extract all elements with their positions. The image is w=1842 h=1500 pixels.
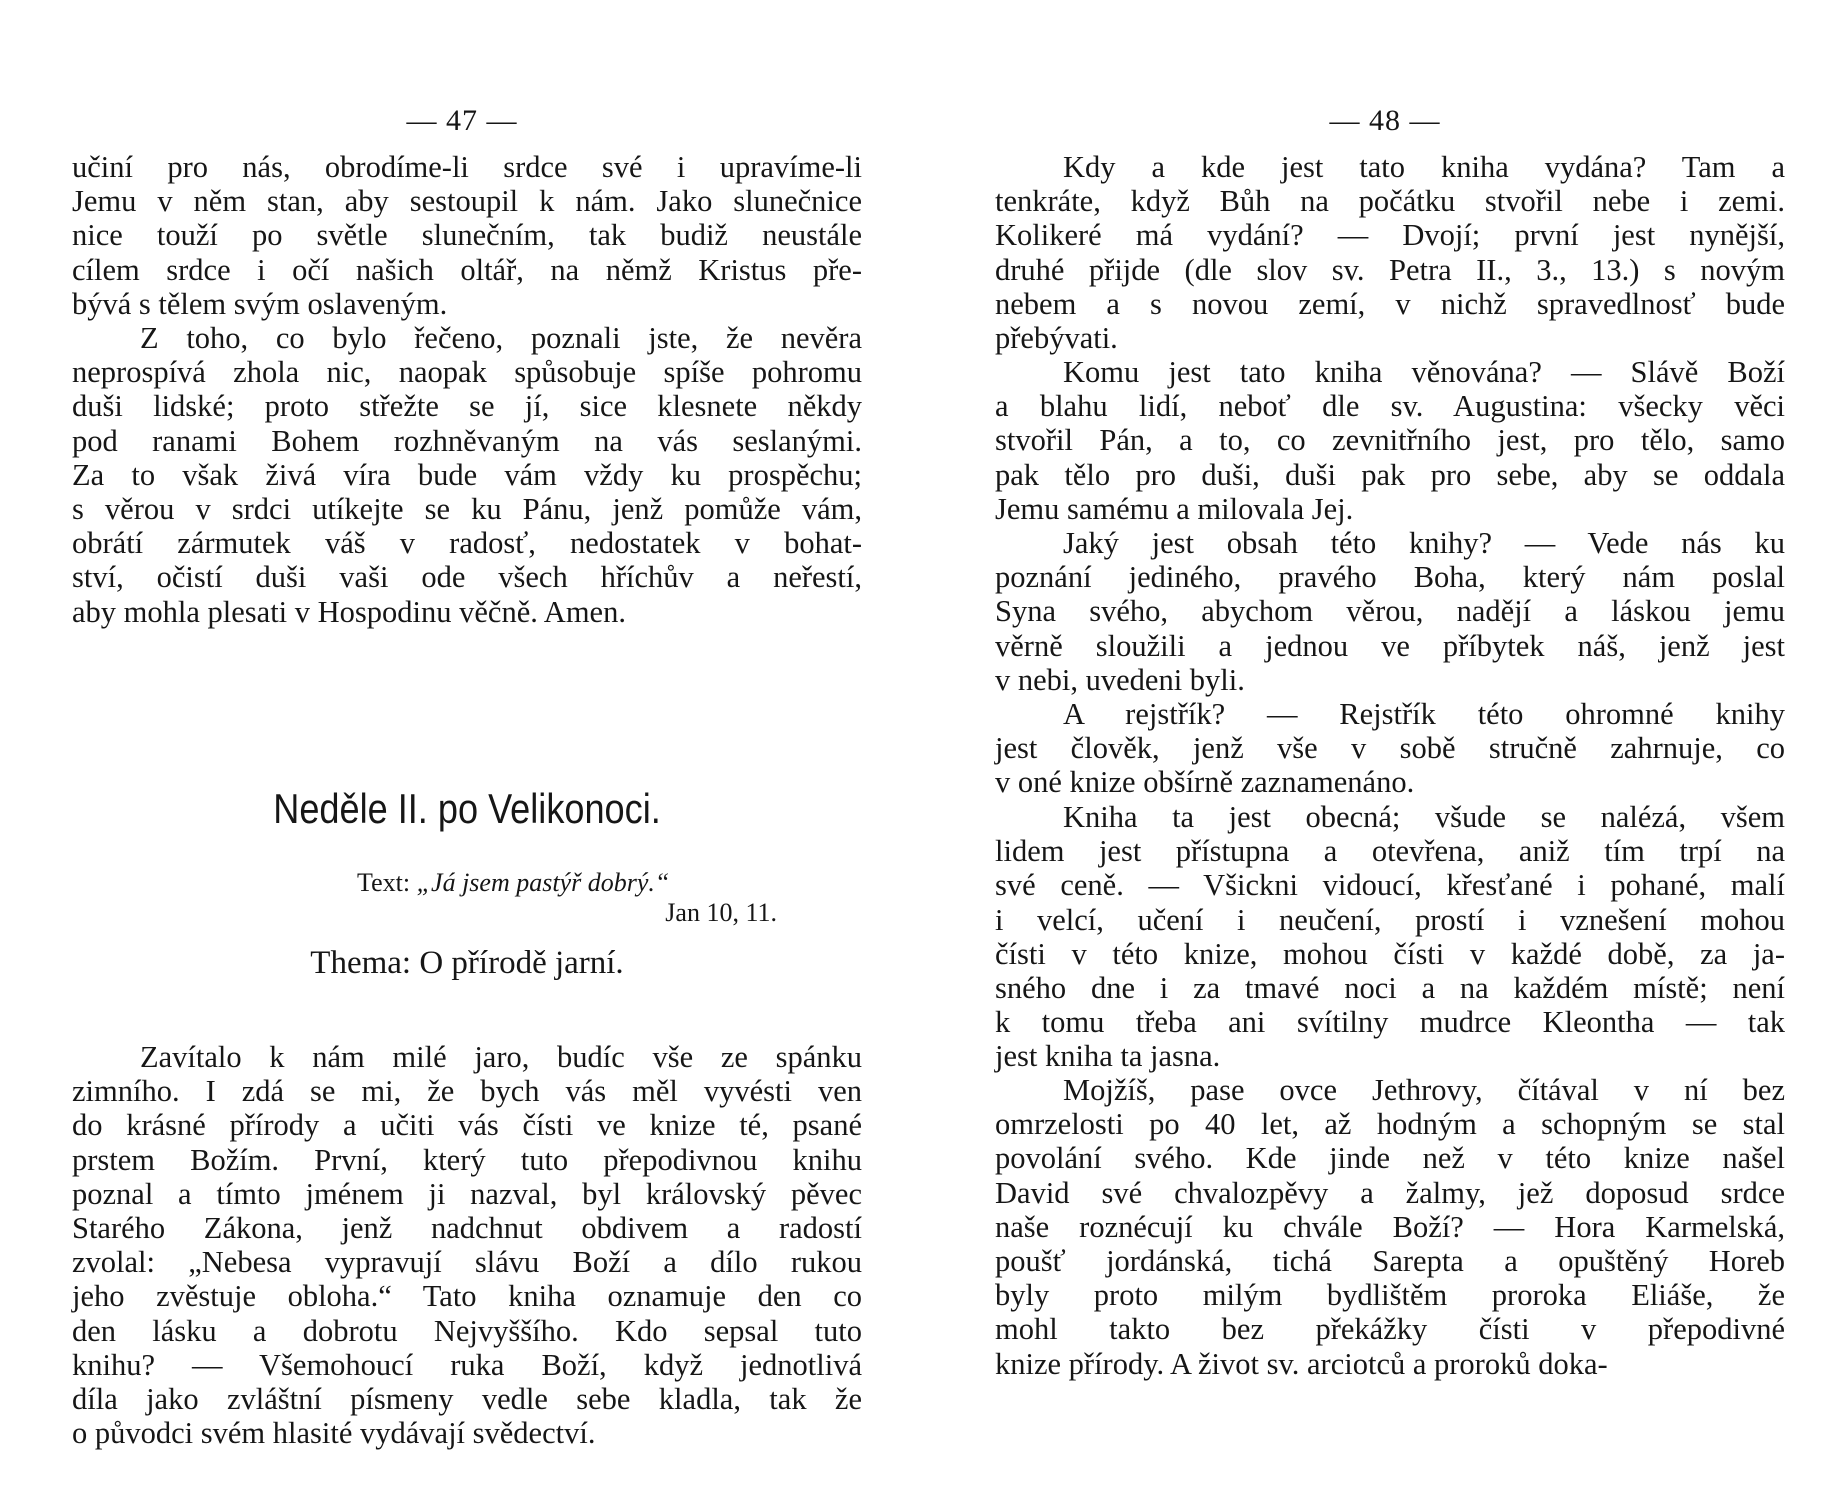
text-line: aby mohla plesati v Hospodinu věčně. Amen.	[72, 594, 626, 629]
text-line: Syna svého, abychom věrou, nadějí a láskou jemu	[995, 594, 1785, 629]
text-line: obrátí zármutek váš v radosť, nedostatek v bohat-	[72, 526, 862, 561]
text-line: s věrou v srdci utíkejte se ku Pánu, jenž pomůže vám,	[72, 491, 862, 526]
text-line: Za to však živá víra bude vám vždy ku prospěchu;	[72, 457, 862, 492]
text-line: Jemu v něm stan, aby sestoupil k nám. Jako slunečnice	[72, 184, 862, 219]
text-line: knize přírody. A život sv. arciotců a proroků doka-	[995, 1346, 1608, 1381]
text-line: jest člověk, jenž vše v sobě stručně zahrnuje, co	[995, 731, 1785, 766]
left-page	[72, 0, 862, 1500]
text-line: Starého Zákona, jenž nadchnut obdivem a radostí	[72, 1210, 862, 1245]
page-number: — 47 —	[406, 104, 518, 137]
text-line: Z toho, co bylo řečeno, poznali jste, že nevěra	[140, 321, 862, 355]
text-line: Mojžíš, pase ovce Jethrovy, čítával v ní bez	[1063, 1073, 1785, 1107]
text-line: učiní pro nás, obrodíme-li srdce své i upravíme-li	[72, 150, 862, 184]
paragraph	[995, 150, 1785, 355]
text-line: v nebi, uvedeni byli.	[995, 662, 1245, 697]
text-line: díla jako zvláštní písmeny vedle sebe kladla, tak že	[72, 1381, 862, 1416]
text-line: Zavítalo k nám milé jaro, budíc vše ze spánku	[140, 1040, 862, 1074]
paragraph	[995, 800, 1785, 1074]
text-label: Text:	[357, 868, 411, 897]
text-line: tenkráte, když Bůh na počátku stvořil nebe i zemi.	[995, 184, 1785, 219]
text-line: naše roznécují ku chvále Boží? — Hora Karmelská,	[995, 1209, 1785, 1244]
text-line: A rejstřík? — Rejstřík této ohromné knihy	[1063, 697, 1785, 731]
page-number: — 48 —	[1329, 104, 1441, 137]
paragraph	[995, 526, 1785, 697]
paragraph	[72, 321, 862, 629]
text-line: bývá s tělem svým oslaveným.	[72, 286, 448, 321]
text-line: poušť jordánská, tichá Sarepta a opuštěný Horeb	[995, 1243, 1785, 1278]
text-line: zimního. I zdá se mi, že bych vás měl vyvésti ven	[72, 1074, 862, 1109]
text-line: věrně sloužili a jednou ve příbytek náš, jenž jest	[995, 628, 1785, 663]
right-page	[995, 0, 1785, 1500]
scripture-reference: Jan 10, 11.	[665, 898, 777, 927]
text-line: do krásné přírody a učiti vás čísti ve knize té, psané	[72, 1108, 862, 1143]
text-line: své ceně. — Všickni vidoucí, křesťané i pohané, malí	[995, 868, 1785, 903]
text-line: a blahu lidí, neboť dle sv. Augustina: všecky věci	[995, 389, 1785, 424]
text-line: Kdy a kde jest tato kniha vydána? Tam a	[1063, 150, 1785, 184]
text-line: nice touží po světle slunečním, tak budiž neustále	[72, 218, 862, 253]
text-line: jeho zvěstuje obloha.“ Tato kniha oznamuje den co	[72, 1279, 862, 1314]
text-line: duši lidské; proto střežte se jí, sice klesnete někdy	[72, 389, 862, 424]
text-line: nebem a s novou zemí, v nichž spravedlnosť bude	[995, 286, 1785, 321]
paragraph	[995, 1073, 1785, 1381]
section-heading: Neděle II. po Velikonoci.	[273, 785, 661, 832]
text-line: o původci svém hlasité vydávají svědectví.	[72, 1416, 596, 1451]
text-line: Kniha ta jest obecná; všude se nalézá, všem	[1063, 800, 1785, 834]
text-line: pod ranami Bohem rozhněvaným na vás seslanými.	[72, 423, 862, 458]
paragraph	[995, 697, 1785, 800]
text-line: poznal a tímto jménem ji nazval, byl královský pěvec	[72, 1176, 862, 1211]
text-line: lidem jest přístupna a otevřena, aniž tím trpí na	[995, 834, 1785, 869]
text-line: David své chvalozpěvy a žalmy, jež doposud srdce	[995, 1175, 1785, 1210]
text-line: mohl takto bez překážky čísti v přepodivné	[995, 1312, 1785, 1347]
text-line: cílem srdce i očí našich oltář, na němž Kristus pře-	[72, 252, 862, 287]
text-line: i velcí, učení i neučení, prostí i vznešení mohou	[995, 902, 1785, 937]
text-line: sného dne i za tmavé noci a na každém místě; není	[995, 970, 1785, 1005]
paragraph	[995, 355, 1785, 526]
text-line: Jaký jest obsah této knihy? — Vede nás ku	[1063, 526, 1785, 560]
text-line: prstem Božím. První, který tuto přepodivnou knihu	[72, 1142, 862, 1177]
text-line: čísti v této knize, mohou čísti v každé době, za ja-	[995, 936, 1785, 971]
text-line: omrzelosti po 40 let, až hodným a schopným se stal	[995, 1107, 1785, 1142]
text-line: knihu? — Všemohoucí ruka Boží, když jednotlivá	[72, 1347, 862, 1382]
text-line: druhé přijde (dle slov sv. Petra II., 3., 13.) s novým	[995, 252, 1785, 287]
text-line: den lásku a dobrotu Nejvyššího. Kdo sepsal tuto	[72, 1313, 862, 1348]
text-line: pak tělo pro duši, duši pak pro sebe, aby se oddala	[995, 457, 1785, 492]
sermon-theme: Thema: O přírodě jarní.	[310, 945, 624, 981]
text-line: povolání svého. Kde jinde než v této knize našel	[995, 1141, 1785, 1176]
text-line: jest kniha ta jasna.	[995, 1039, 1221, 1074]
text-line: Kolikeré má vydání? — Dvojí; první jest nynější,	[995, 218, 1785, 253]
text-line: poznání jediného, pravého Boha, který nám poslal	[995, 560, 1785, 595]
text-line: Jemu samému a milovala Jej.	[995, 491, 1354, 526]
text-line: v oné knize obšírně zaznamenáno.	[995, 765, 1415, 800]
paragraph	[72, 1040, 862, 1450]
text-line: k tomu třeba ani svítilny mudrce Kleontha — tak	[995, 1005, 1785, 1040]
text-line: ství, očistí duši vaši ode všech hříchův a neřestí,	[72, 560, 862, 595]
text-line: zvolal: „Nebesa vypravují slávu Boží a dílo rukou	[72, 1245, 862, 1280]
text-line: byly proto milým bydlištěm proroka Eliáše, že	[995, 1278, 1785, 1313]
quote-text: „Já jsem pastýř dobrý.“	[416, 868, 670, 897]
text-line: stvořil Pán, a to, co zevnitřního jest, pro tělo, samo	[995, 423, 1785, 458]
text-line: neprospívá zhola nic, naopak spůsobuje spíše pohromu	[72, 355, 862, 390]
paragraph	[72, 150, 862, 321]
text-line: přebývati.	[995, 320, 1118, 355]
scripture-quote	[357, 868, 777, 928]
text-line: Komu jest tato kniha věnována? — Slávě Boží	[1063, 355, 1785, 389]
